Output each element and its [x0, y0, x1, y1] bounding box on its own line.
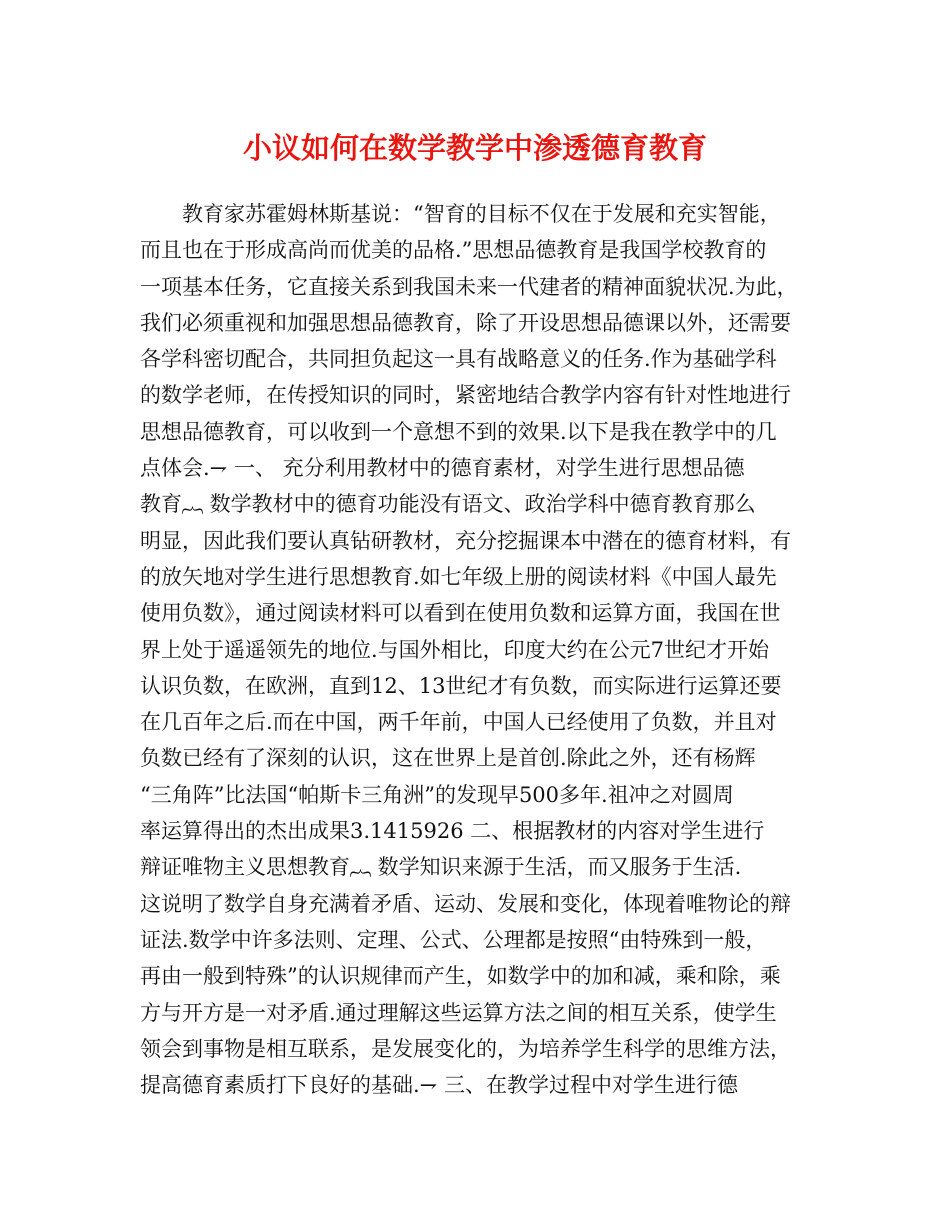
paragraph-line: 教育︷ 数学教材中的德育功能没有语文、政治学科中德育教育那么: [140, 492, 756, 517]
document-title: 小议如何在数学教学中渗透德育教育: [242, 131, 707, 165]
paragraph-line: 明显，因此我们要认真钻研教材，充分挖掘课本中潜在的德育材料，有: [140, 528, 791, 553]
paragraph-line: “三角阵”比法国“帕斯卡三角洲”的发现早500多年.祖冲之对圆周: [140, 782, 734, 807]
paragraph-line: 各学科密切配合，共同担负起这一具有战略意义的任务.作为基础学科: [140, 347, 777, 372]
paragraph-line: 的数学老师，在传授知识的同时，紧密地结合教学内容有针对性地进行: [140, 383, 791, 408]
paragraph-line: 领会到事物是相互联系，是发展变化的，为培养学生科学的思维方法，: [140, 1036, 791, 1061]
paragraph-line: 方与开方是一对矛盾.通过理解这些运算方法之间的相互关系，使学生: [140, 1000, 777, 1025]
paragraph-line: 率运算得出的杰出成果3.1415926 二、根据教材的内容对学生进行: [140, 819, 765, 844]
paragraph-line: 使用负数》，通过阅读材料可以看到在使用负数和运算方面，我国在世: [140, 601, 781, 626]
paragraph-line: 认识负数，在欧洲，直到12、13世纪才有负数，而实际进行运算还要: [140, 673, 782, 698]
paragraph-line: 我们必须重视和加强思想品德教育，除了开设思想品德课以外，还需要: [140, 310, 791, 335]
paragraph-line: 而且也在于形成高尚而优美的品格.”思想品德教育是我国学校教育的: [140, 238, 767, 263]
paragraph-line: 思想品德教育，可以收到一个意想不到的效果.以下是我在教学中的几: [140, 419, 777, 444]
paragraph-line: 的放矢地对学生进行思想教育.如七年级上册的阅读材料《中国人最先: [140, 564, 777, 589]
paragraph-line: 再由一般到特殊”的认识规律而产生，如数学中的加和减，乘和除，乘: [140, 964, 781, 989]
paragraph-line: 这说明了数学自身充满着矛盾、运动、发展和变化，体现着唯物论的辩: [140, 891, 791, 916]
paragraph-line: 点体会.⇁ 一、 充分利用教材中的德育素材，对学生进行思想品德: [140, 456, 745, 481]
paragraph-line: 界上处于遥遥领先的地位.与国外相比，印度大约在公元7世纪才开始: [140, 637, 770, 662]
paragraph-line: 提高德育素质打下良好的基础.⇁ 三、在教学过程中对学生进行德: [140, 1073, 738, 1098]
paragraph-line: 证法.数学中许多法则、定理、公式、公理都是按照“由特殊到一般，: [140, 927, 767, 952]
paragraph-line: 教育家苏霍姆林斯基说：“智育的目标不仅在于发展和充实智能，: [182, 202, 781, 226]
paragraph-line: 负数已经有了深刻的认识，这在世界上是首创.除此之外，还有杨辉: [140, 746, 756, 771]
paragraph-line: 一项基本任务，它直接关系到我国未来一代建者的精神面貌状况.为此，: [140, 274, 798, 299]
paragraph-line: 辩证唯物主义思想教育︷ 数学知识来源于生活，而又服务于生活.: [140, 855, 742, 880]
paragraph-line: 在几百年之后.而在中国，两千年前，中国人已经使用了负数，并且对: [140, 710, 777, 735]
document-body: [140, 196, 820, 1103]
